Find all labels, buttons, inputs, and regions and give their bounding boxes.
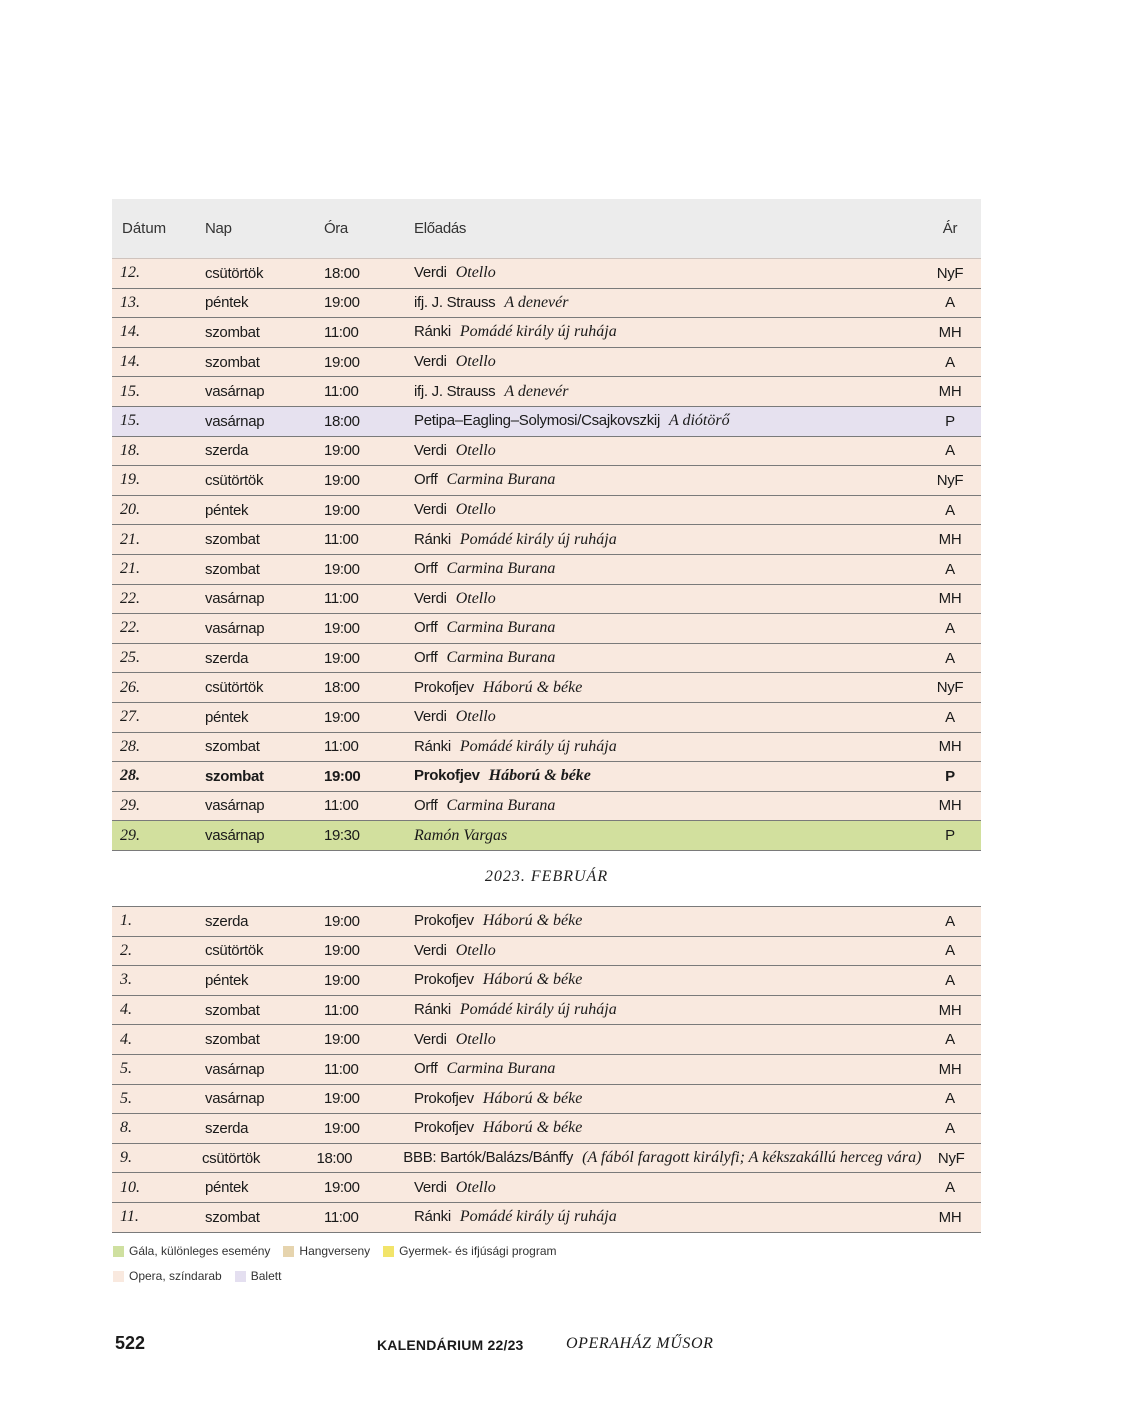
date-cell: 11.	[120, 1208, 139, 1226]
table-row	[112, 1055, 981, 1085]
day-cell: szombat	[205, 323, 260, 341]
table-row	[112, 1203, 981, 1233]
composer: Petipa–Eagling–Solymosi/Csajkovszkij	[414, 412, 660, 430]
time-cell: 18:00	[316, 1149, 353, 1167]
table-row	[112, 437, 981, 467]
work-title: Otello	[455, 1178, 496, 1196]
table-row	[112, 907, 981, 937]
day-cell: vasárnap	[205, 412, 265, 430]
time-cell: 19:00	[324, 619, 360, 637]
time-cell: 19:00	[324, 1090, 360, 1108]
performance-cell	[406, 323, 919, 341]
day-cell: szombat	[205, 560, 260, 578]
work-title: Otello	[455, 441, 496, 459]
time-cell: 11:00	[324, 797, 359, 815]
work-title: A denevér	[504, 293, 569, 311]
date-cell: 12.	[120, 264, 140, 282]
performance-cell	[406, 912, 919, 930]
date-cell: 10.	[120, 1178, 140, 1196]
performance-cell	[406, 971, 919, 989]
composer: Prokofjev	[414, 678, 474, 696]
time-cell: 11:00	[324, 590, 359, 608]
work-title: Carmina Burana	[446, 619, 556, 637]
composer: Prokofjev	[414, 1089, 474, 1107]
performance-cell	[406, 797, 919, 815]
performance-cell	[406, 442, 919, 460]
time-cell: 11:00	[324, 531, 359, 549]
day-cell: csütörtök	[205, 679, 264, 697]
work-title: Otello	[455, 589, 496, 607]
time-cell: 19:00	[324, 708, 360, 726]
work-title: Pomádé király új ruhája	[459, 323, 617, 341]
legend-item-youth	[383, 1244, 556, 1258]
performance-cell	[406, 471, 919, 489]
work-title: Pomádé király új ruhája	[459, 737, 617, 755]
performance-cell	[406, 827, 919, 845]
time-cell: 19:00	[324, 501, 360, 519]
time-cell: 19:00	[324, 560, 360, 578]
time-cell: 11:00	[324, 383, 359, 401]
price-cell: P	[945, 827, 955, 845]
legend-item-gala	[113, 1244, 270, 1258]
table-row	[112, 289, 981, 319]
day-cell: szombat	[205, 1208, 260, 1226]
table-row	[112, 1085, 981, 1115]
performance-cell	[395, 1149, 921, 1167]
day-cell: szerda	[205, 649, 249, 667]
price-cell: A	[945, 1031, 955, 1049]
price-cell: A	[945, 294, 955, 312]
date-cell: 19.	[120, 471, 140, 489]
composer: Verdi	[414, 1030, 447, 1048]
date-cell: 5.	[120, 1060, 132, 1078]
performance-cell	[406, 531, 919, 549]
composer: Verdi	[414, 501, 447, 519]
day-cell: vasárnap	[205, 827, 265, 845]
performance-cell	[406, 383, 919, 401]
table-row	[112, 703, 981, 733]
legend-swatch	[113, 1246, 124, 1257]
day-cell: szerda	[205, 912, 249, 930]
header-price: Ár	[942, 220, 958, 237]
price-cell: A	[945, 619, 955, 637]
table-header	[112, 199, 981, 259]
work-title: Pomádé király új ruhája	[459, 530, 617, 548]
work-title: Háború & béke	[482, 912, 583, 930]
date-cell: 28.	[120, 767, 140, 785]
performance-cell	[406, 1208, 919, 1226]
date-cell: 13.	[120, 293, 140, 311]
day-cell: péntek	[205, 708, 249, 726]
legend-label: Gála, különleges esemény	[129, 1244, 271, 1258]
day-cell: vasárnap	[205, 590, 265, 608]
day-cell: szerda	[205, 1119, 249, 1137]
price-cell: A	[945, 649, 955, 667]
price-cell: MH	[938, 590, 962, 608]
schedule-table-january	[112, 199, 981, 851]
day-cell: szombat	[205, 767, 264, 785]
day-cell: vasárnap	[205, 1090, 265, 1108]
time-cell: 19:00	[324, 912, 360, 930]
day-cell: péntek	[205, 501, 249, 519]
performance-cell	[406, 353, 919, 371]
legend-item-ballet	[235, 1269, 282, 1283]
performance-cell	[406, 708, 919, 726]
performance-cell	[406, 412, 919, 430]
price-cell: A	[945, 501, 955, 519]
price-cell: NyF	[937, 1149, 965, 1167]
time-cell: 11:00	[324, 323, 359, 341]
composer: ifj. J. Strauss	[414, 382, 496, 400]
composer: Orff	[414, 471, 438, 489]
performance-cell	[406, 1001, 919, 1019]
performance-cell	[406, 1060, 919, 1078]
day-cell: szombat	[205, 1031, 260, 1049]
header-day: Nap	[205, 220, 232, 237]
composer: Orff	[414, 560, 438, 578]
work-title: Háború & béke	[488, 767, 591, 785]
price-cell: A	[945, 971, 955, 989]
work-title: (A fából faragott királyfi; A kékszakállú herceg vára)	[582, 1149, 922, 1167]
price-cell: NyF	[936, 679, 964, 697]
composer: Ránki	[414, 323, 451, 341]
price-cell: MH	[938, 797, 962, 815]
time-cell: 19:00	[324, 971, 360, 989]
price-cell: MH	[938, 531, 962, 549]
work-title: Carmina Burana	[446, 471, 556, 489]
performance-cell	[406, 294, 919, 312]
table-row	[112, 348, 981, 378]
performance-cell	[406, 590, 919, 608]
work-title: Otello	[455, 264, 496, 282]
composer: Orff	[414, 649, 438, 667]
work-title: Carmina Burana	[446, 649, 556, 667]
work-title: Carmina Burana	[446, 560, 556, 578]
composer: ifj. J. Strauss	[414, 293, 496, 311]
price-cell: A	[945, 1119, 955, 1137]
table-row	[112, 614, 981, 644]
work-title: Carmina Burana	[446, 796, 556, 814]
table-row	[112, 733, 981, 763]
table-row	[112, 259, 981, 289]
time-cell: 19:00	[324, 1031, 360, 1049]
date-cell: 2.	[120, 941, 132, 959]
table-row	[112, 1173, 981, 1203]
performance-cell	[406, 501, 919, 519]
time-cell: 19:00	[324, 1179, 360, 1197]
time-cell: 19:30	[324, 827, 360, 845]
table-row	[112, 821, 981, 851]
price-cell: NyF	[936, 264, 964, 282]
time-cell: 18:00	[324, 264, 360, 282]
price-cell: A	[945, 942, 955, 960]
composer: Verdi	[414, 441, 447, 459]
performance-cell	[406, 649, 919, 667]
day-cell: vasárnap	[205, 383, 265, 401]
performance-cell	[406, 1179, 919, 1197]
performance-cell	[406, 1090, 919, 1108]
header-date: Dátum	[122, 220, 167, 237]
price-cell: MH	[938, 1208, 962, 1226]
price-cell: MH	[938, 1001, 962, 1019]
composer: Verdi	[414, 264, 447, 282]
work-title: Carmina Burana	[446, 1060, 556, 1078]
legend-item-concert	[283, 1244, 370, 1258]
price-cell: MH	[938, 738, 962, 756]
day-cell: csütörtök	[205, 942, 264, 960]
date-cell: 14.	[120, 353, 140, 371]
day-cell: szombat	[205, 353, 260, 371]
work-title: Ramón Vargas	[414, 826, 508, 844]
performance-cell	[406, 767, 919, 785]
day-cell: péntek	[205, 971, 249, 989]
date-cell: 4.	[120, 1030, 132, 1048]
legend-label: Hangverseny	[299, 1244, 371, 1258]
table-row	[112, 555, 981, 585]
date-cell: 1.	[120, 912, 132, 930]
time-cell: 19:00	[324, 942, 360, 960]
table-row	[112, 1144, 981, 1174]
time-cell: 19:00	[324, 294, 360, 312]
table-row	[112, 525, 981, 555]
performance-cell	[406, 619, 919, 637]
header-time: Óra	[324, 220, 348, 237]
table-row	[112, 937, 981, 967]
composer: Ránki	[414, 1208, 451, 1226]
work-title: Pomádé király új ruhája	[459, 1208, 617, 1226]
work-title: Pomádé király új ruhája	[459, 1001, 617, 1019]
legend-swatch	[383, 1246, 394, 1257]
composer: Ránki	[414, 530, 451, 548]
footer-subtitle: OPERAHÁZ MŰSOR	[566, 1335, 714, 1352]
date-cell: 8.	[120, 1119, 132, 1137]
day-cell: szombat	[205, 738, 260, 756]
legend-row-1	[113, 1244, 570, 1258]
date-cell: 4.	[120, 1001, 132, 1019]
day-cell: vasárnap	[205, 1060, 265, 1078]
composer: Prokofjev	[414, 1119, 474, 1137]
price-cell: A	[945, 912, 955, 930]
day-cell: vasárnap	[205, 797, 265, 815]
table-row	[112, 407, 981, 437]
day-cell: péntek	[205, 294, 249, 312]
composer: Prokofjev	[414, 767, 480, 785]
composer: Verdi	[414, 1178, 447, 1196]
legend-label: Balett	[250, 1269, 282, 1283]
day-cell: szombat	[205, 531, 260, 549]
work-title: Otello	[455, 501, 496, 519]
date-cell: 29.	[120, 826, 140, 844]
performance-cell	[406, 560, 919, 578]
table-row	[112, 377, 981, 407]
time-cell: 19:00	[324, 471, 360, 489]
performance-cell	[406, 679, 919, 697]
work-title: Háború & béke	[482, 1119, 583, 1137]
table-row	[112, 1114, 981, 1144]
time-cell: 11:00	[324, 1060, 359, 1078]
date-cell: 14.	[120, 323, 140, 341]
page-number: 522	[115, 1333, 146, 1353]
table-body	[112, 259, 981, 851]
legend-label: Opera, színdarab	[129, 1269, 222, 1283]
day-cell: csütörtök	[205, 264, 264, 282]
price-cell: MH	[938, 383, 962, 401]
date-cell: 28.	[120, 737, 140, 755]
price-cell: A	[945, 353, 955, 371]
date-cell: 21.	[120, 560, 140, 578]
day-cell: szerda	[205, 442, 249, 460]
day-cell: csütörtök	[201, 1149, 261, 1167]
footer-title: KALENDÁRIUM 22/23	[377, 1337, 524, 1353]
date-cell: 29.	[120, 796, 140, 814]
time-cell: 19:00	[324, 353, 360, 371]
price-cell: MH	[938, 323, 962, 341]
composer: Orff	[414, 619, 438, 637]
performance-cell	[406, 264, 919, 282]
composer: BBB: Bartók/Balázs/Bánffy	[403, 1149, 574, 1167]
work-title: Otello	[455, 353, 496, 371]
date-cell: 9.	[120, 1149, 132, 1167]
price-cell: A	[945, 560, 955, 578]
work-title: A denevér	[504, 382, 569, 400]
date-cell: 20.	[120, 501, 140, 519]
composer: Ránki	[414, 737, 451, 755]
time-cell: 19:00	[324, 767, 361, 785]
composer: Prokofjev	[414, 971, 474, 989]
performance-cell	[406, 1119, 919, 1137]
price-cell: NyF	[936, 471, 964, 489]
legend-swatch	[283, 1246, 294, 1257]
composer: Verdi	[414, 941, 447, 959]
time-cell: 11:00	[324, 1001, 359, 1019]
table-row	[112, 966, 981, 996]
table-row	[112, 644, 981, 674]
legend-label: Gyermek- és ifjúsági program	[399, 1244, 557, 1258]
table-body	[112, 907, 981, 1233]
time-cell: 19:00	[324, 442, 360, 460]
table-row	[112, 673, 981, 703]
table-row	[112, 466, 981, 496]
work-title: Otello	[455, 941, 496, 959]
legend-swatch	[235, 1271, 246, 1282]
work-title: Háború & béke	[482, 678, 583, 696]
work-title: Otello	[455, 708, 496, 726]
time-cell: 18:00	[324, 679, 360, 697]
schedule-table-february	[112, 906, 981, 1233]
page-footer	[0, 1333, 1123, 1359]
composer: Verdi	[414, 708, 447, 726]
work-title: Otello	[455, 1030, 496, 1048]
date-cell: 5.	[120, 1089, 132, 1107]
table-row	[112, 585, 981, 615]
table-row	[112, 762, 981, 792]
legend-item-opera	[113, 1269, 222, 1283]
legend-row-2	[113, 1269, 294, 1283]
day-cell: vasárnap	[205, 619, 265, 637]
composer: Verdi	[414, 589, 447, 607]
price-cell: P	[945, 412, 955, 430]
table-row	[112, 1025, 981, 1055]
time-cell: 19:00	[324, 1119, 360, 1137]
table-row	[112, 496, 981, 526]
time-cell: 11:00	[324, 1208, 359, 1226]
performance-cell	[406, 942, 919, 960]
price-cell: A	[945, 1090, 955, 1108]
price-cell: A	[945, 708, 955, 726]
composer: Verdi	[414, 353, 447, 371]
work-title: Háború & béke	[482, 1089, 583, 1107]
day-cell: péntek	[205, 1179, 249, 1197]
performance-cell	[406, 1031, 919, 1049]
date-cell: 21.	[120, 530, 140, 548]
time-cell: 18:00	[324, 412, 360, 430]
day-cell: szombat	[205, 1001, 260, 1019]
legend-swatch	[113, 1271, 124, 1282]
price-cell: A	[945, 442, 955, 460]
time-cell: 11:00	[324, 738, 359, 756]
date-cell: 26.	[120, 678, 140, 696]
price-cell: MH	[938, 1060, 962, 1078]
date-cell: 18.	[120, 441, 140, 459]
table-row	[112, 996, 981, 1026]
performance-cell	[406, 738, 919, 756]
day-cell: csütörtök	[205, 471, 264, 489]
table-row	[112, 792, 981, 822]
date-cell: 22.	[120, 589, 140, 607]
table-row	[112, 318, 981, 348]
composer: Ránki	[414, 1001, 451, 1019]
composer: Orff	[414, 796, 438, 814]
date-cell: 22.	[120, 619, 140, 637]
date-cell: 27.	[120, 708, 140, 726]
work-title: A diótörő	[669, 412, 730, 430]
time-cell: 19:00	[324, 649, 360, 667]
date-cell: 15.	[120, 382, 140, 400]
date-cell: 25.	[120, 649, 140, 667]
work-title: Háború & béke	[482, 971, 583, 989]
header-performance: Előadás	[414, 220, 467, 237]
date-cell: 3.	[120, 971, 132, 989]
composer: Prokofjev	[414, 912, 474, 930]
price-cell: P	[945, 767, 955, 785]
date-cell: 15.	[120, 412, 140, 430]
section-title-february: 2023. FEBRUÁR	[484, 868, 609, 885]
price-cell: A	[945, 1179, 955, 1197]
composer: Orff	[414, 1060, 438, 1078]
